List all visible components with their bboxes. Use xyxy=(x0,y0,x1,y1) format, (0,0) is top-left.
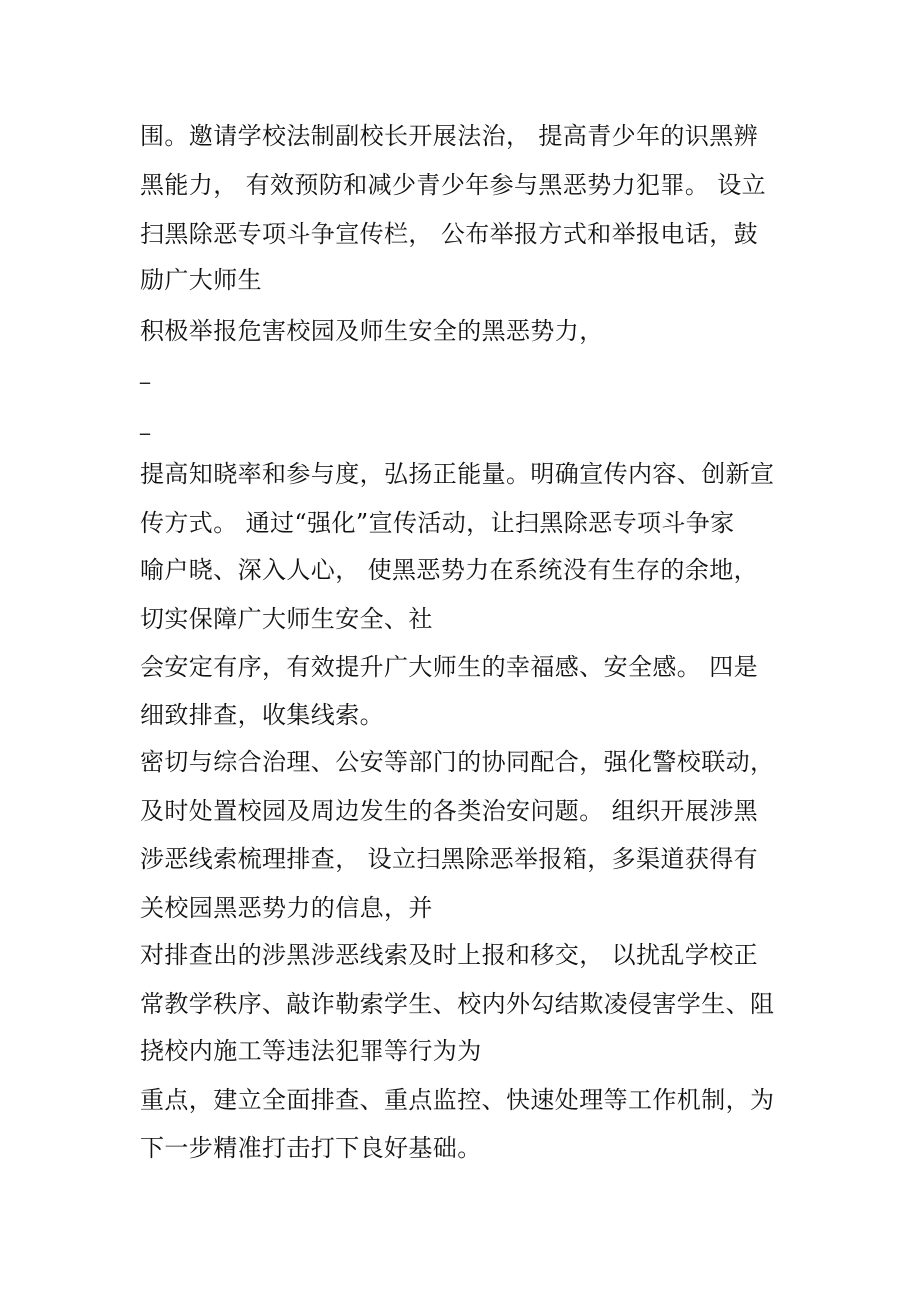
separator-mark: _ xyxy=(140,360,150,384)
text-line: 下一步精准打击打下良好基础。 xyxy=(140,1134,482,1162)
text-line: 励广大师生 xyxy=(140,266,262,294)
text-line: 切实保障广大师生安全、社 xyxy=(140,605,433,633)
text-line: 重点，建立全面排查、重点监控、快速处理等工作机制，为 xyxy=(140,1086,775,1114)
text-line: 涉恶线索梳理排查， 设立扫黑除恶举报箱，多渠道获得有 xyxy=(140,845,759,873)
text-line: 提高知晓率和参与度，弘扬正能量。明确宣传内容、创新宣 xyxy=(140,460,775,488)
text-line: 积极举报危害校园及师生安全的黑恶势力， xyxy=(140,317,604,345)
text-line: 挠校内施工等违法犯罪等行为为 xyxy=(140,1037,482,1065)
text-line: 扫黑除恶专项斗争宣传栏， 公布举报方式和举报电话，鼓 xyxy=(140,220,759,248)
text-line: 常教学秩序、敲诈勒索学生、校内外勾结欺凌侵害学生、阻 xyxy=(140,990,775,1018)
text-line: 会安定有序，有效提升广大师生的幸福感、安全感。 四是 xyxy=(140,653,759,681)
text-line: 及时处置校园及周边发生的各类治安问题。 组织开展涉黑 xyxy=(140,797,759,825)
separator-mark: _ xyxy=(140,411,150,435)
text-line: 密切与综合治理、公安等部门的协同配合，强化警校联动， xyxy=(140,748,775,776)
text-line: 围。邀请学校法制副校长开展法治， 提高青少年的识黑辨 xyxy=(140,122,759,150)
text-line: 对排查出的涉黑涉恶线索及时上报和移交， 以扰乱学校正 xyxy=(140,941,759,969)
text-line: 关校园黑恶势力的信息，并 xyxy=(140,894,433,922)
text-line: 细致排查，收集线索。 xyxy=(140,701,384,729)
text-line: 喻户晓、深入人心， 使黑恶势力在系统没有生存的余地， xyxy=(140,556,759,584)
text-line: 黑能力， 有效预防和减少青少年参与黑恶势力犯罪。 设立 xyxy=(140,171,767,199)
text-line: 传方式。 通过“强化”宣传活动，让扫黑除恶专项斗争家 xyxy=(140,509,735,537)
